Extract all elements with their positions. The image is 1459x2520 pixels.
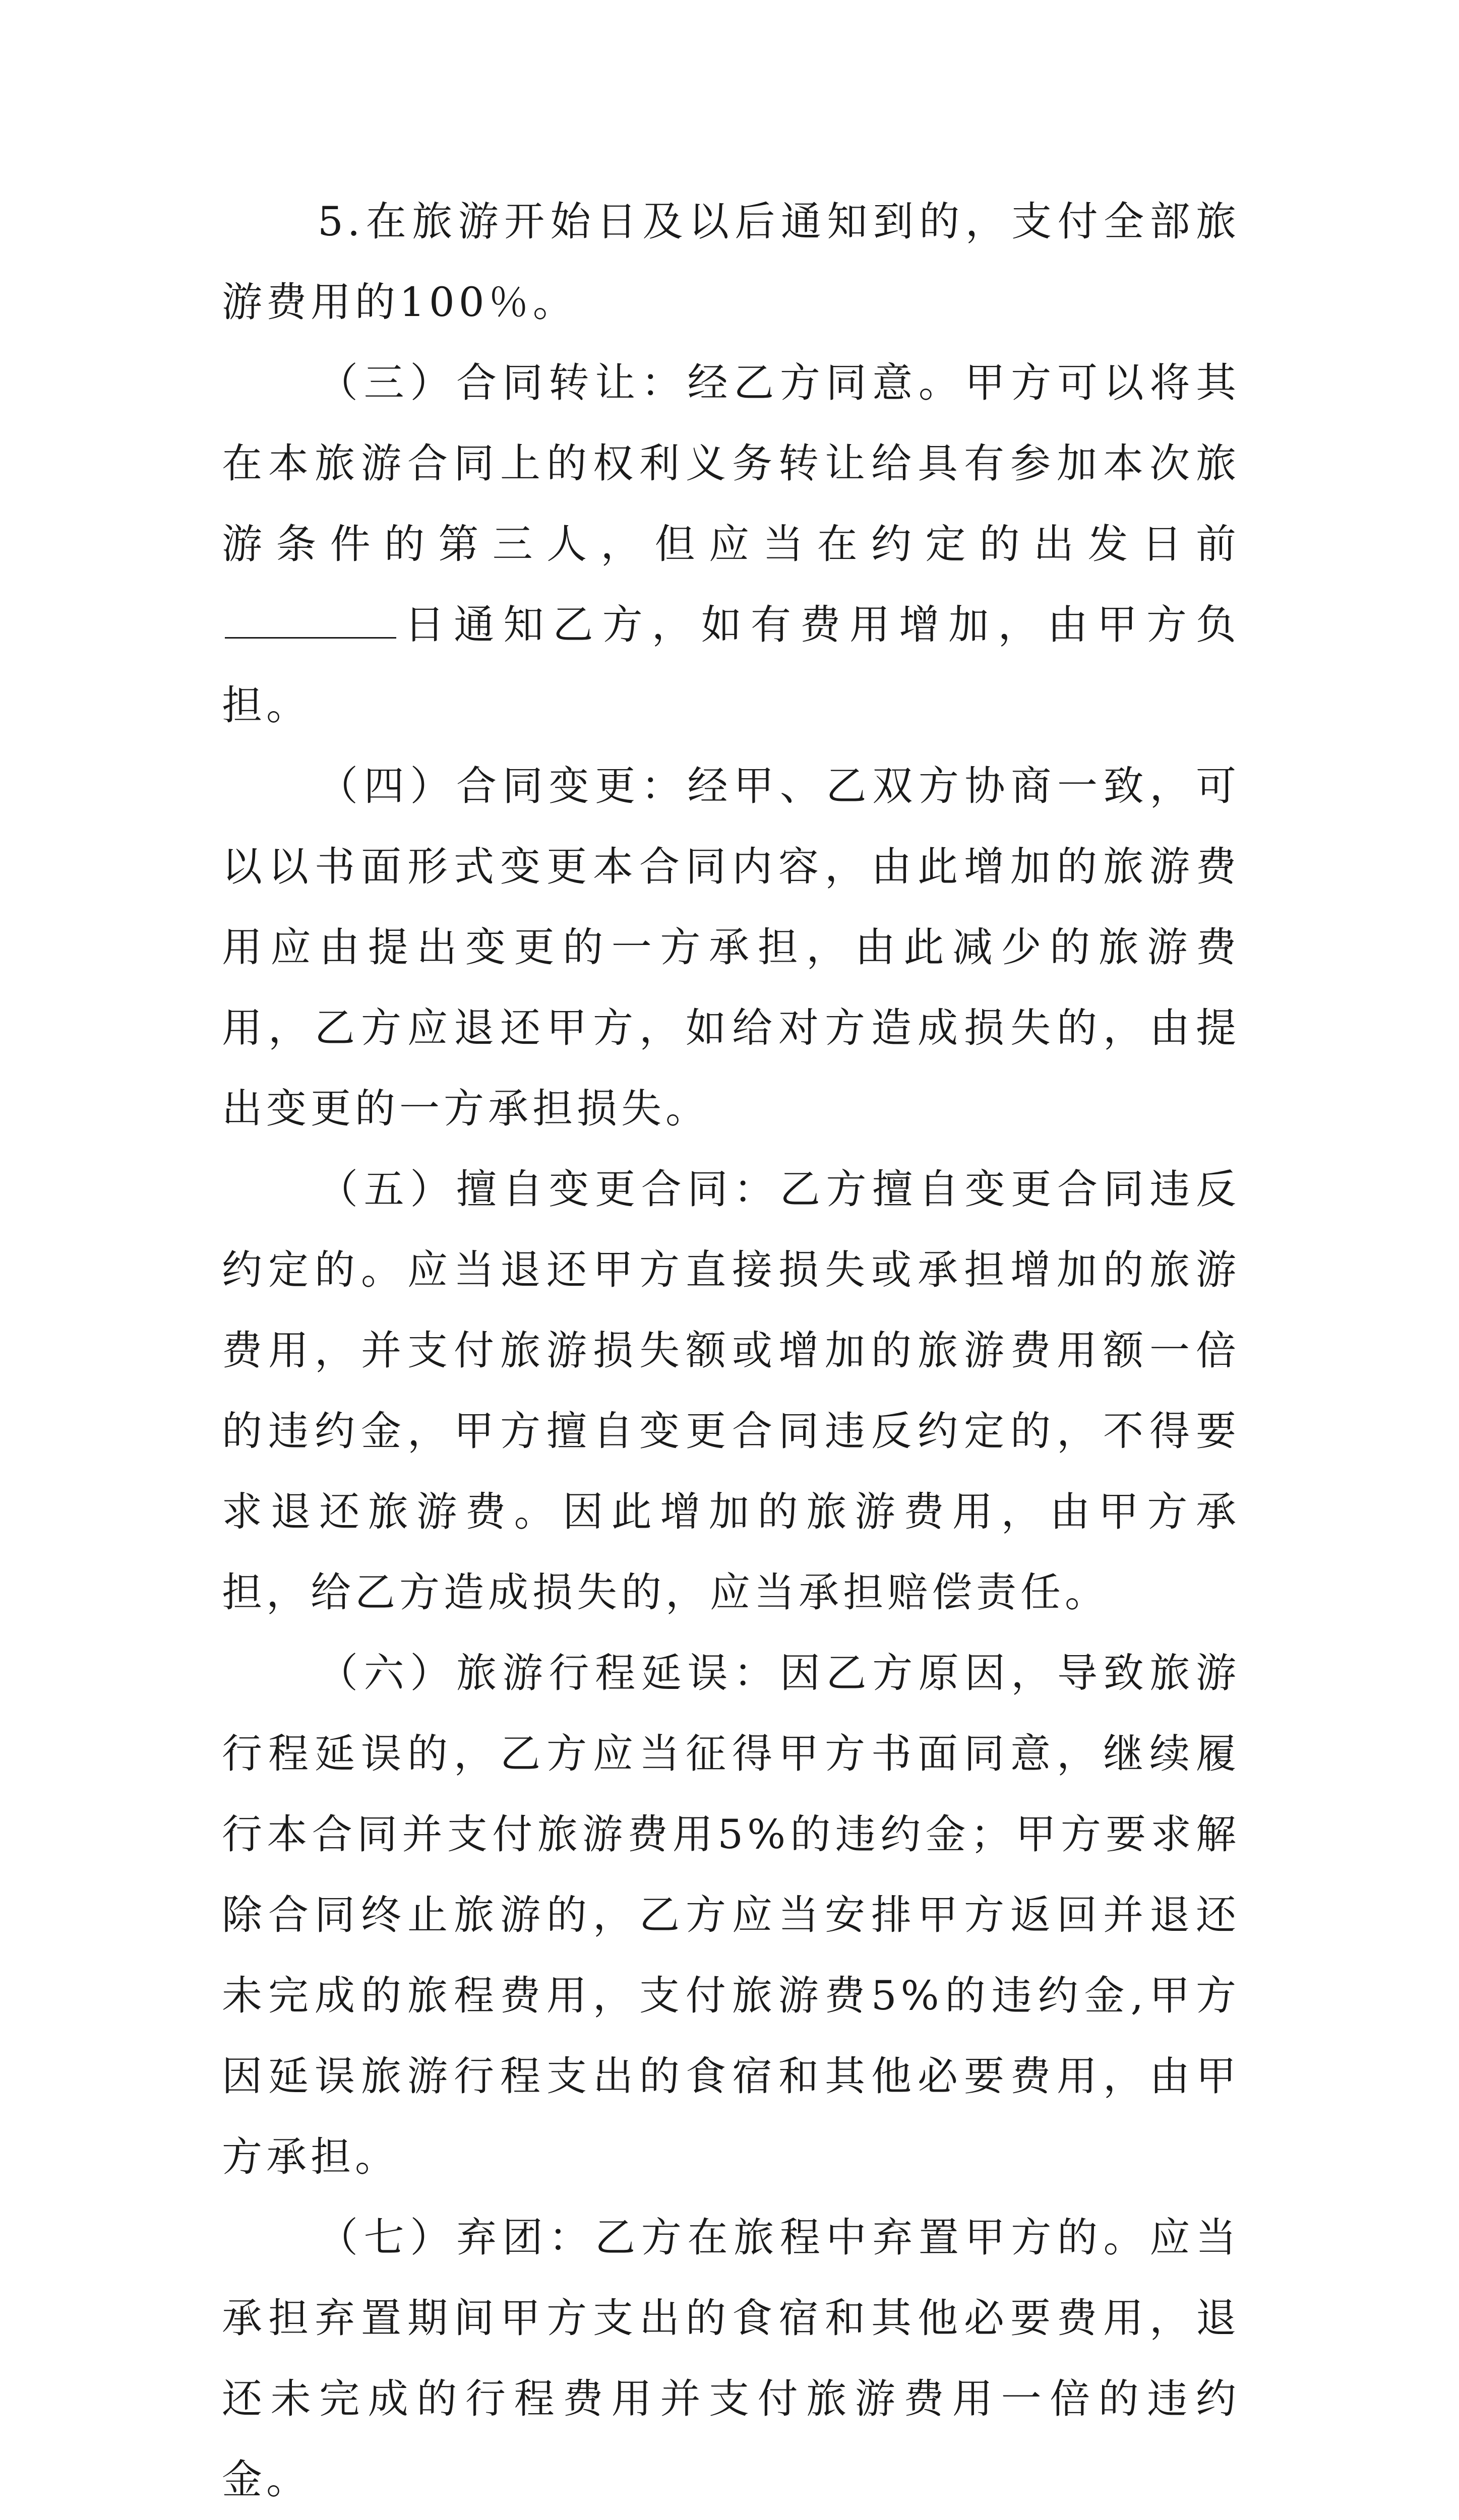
paragraph-abandonment: （七）弃团：乙方在旅程中弃置甲方的。应当承担弃置期间甲方支出的食宿和其他必要费用，退还未完成的行程费用并支付旅游费用一倍的违约金。 bbox=[222, 2214, 1240, 2503]
paragraph-contract-change: （四）合同变更：经甲、乙双方协商一致，可以以书面形式变更本合同内容，由此增加的旅游费用应由提出变更的一方承担，由此减少的旅游费用，乙方应退还甲方，如给对方造成损失的，由提出变更的一方承担损失。 bbox=[222, 763, 1240, 1132]
days-blank-field bbox=[225, 637, 396, 639]
paragraph-itinerary-delay: （六）旅游行程延误：因乙方原因，导致旅游行程延误的，乙方应当征得甲方书面同意，继续履行本合同并支付旅游费用5%的违约金；甲方要求解除合同终止旅游的，乙方应当安排甲方返回并退还未完成的旅程费用，支付旅游费5%的违约金,甲方因延误旅游行程支出的食宿和其他必要费用，由甲方承担。 bbox=[222, 1650, 1240, 2180]
paragraph-contract-transfer bbox=[222, 343, 1240, 746]
document-body bbox=[222, 181, 1240, 2520]
contract-transfer-text-after: 日通知乙方，如有费用增加，由甲方负担。 bbox=[222, 601, 1240, 729]
paragraph-unauthorized-change: （五）擅自变更合同：乙方擅自变更合同违反约定的。应当退还甲方直接损失或承担增加的旅游费用，并支付旅游损失额或增加的旅游费用额一倍的违约金，甲方擅自变更合同违反约定的，不得要求退还旅游费。因此增加的旅游费用，由甲方承担，给乙方造成损失的，应当承担赔偿责任。 bbox=[222, 1166, 1240, 1616]
contract-transfer-text-before: （三）合同转让：经乙方同意。甲方可以将其在本旅游合同上的权利义务转让给具有参加本次旅游条件的第三人，但应当在约定的出发日前 bbox=[222, 359, 1240, 568]
paragraph-refund-full: 5.在旅游开始日及以后通知到的，支付全部旅游费用的100％。 bbox=[222, 198, 1240, 326]
